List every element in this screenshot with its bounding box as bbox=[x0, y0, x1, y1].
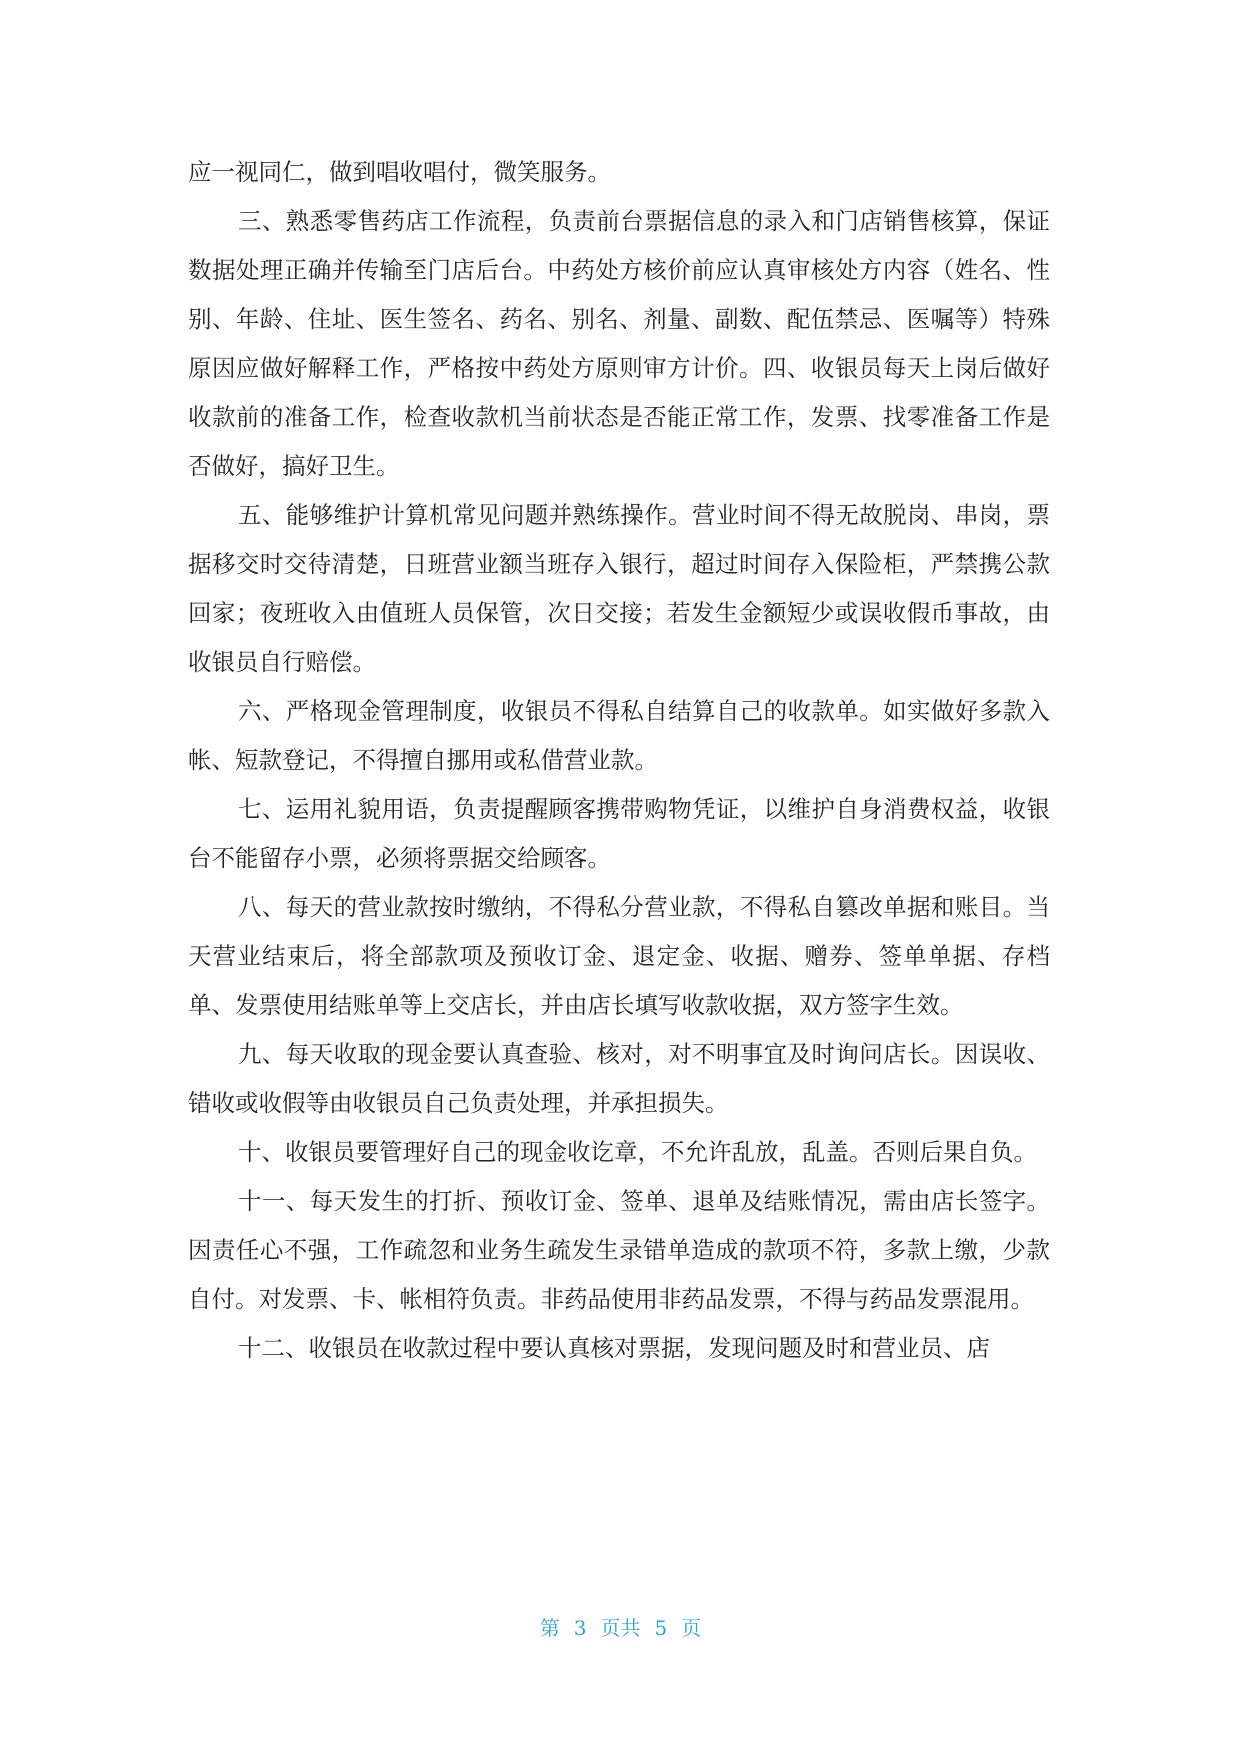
document-body bbox=[188, 148, 1050, 1373]
paragraph-item-6: 六、严格现金管理制度，收银员不得私自结算自己的收款单。如实做好多款入帐、短款登记，不得擅自挪用或私借营业款。 bbox=[188, 697, 1050, 774]
paragraph-item-5: 五、能够维护计算机常见问题并熟练操作。营业时间不得无故脱岗、串岗，票据移交时交待清楚，日班营业额当班存入银行，超过时间存入保险柜，严禁携公款回家；夜班收入由值班人员保管，次日交接；若发生金额短少或误收假币事故，由收银员自行赔偿。 bbox=[188, 501, 1050, 676]
page-footer bbox=[0, 1612, 1241, 1641]
footer-label-of: 页共 bbox=[600, 1616, 641, 1640]
paragraph-item-9: 九、每天收取的现金要认真查验、核对，对不明事宜及时询问店长。因误收、错收或收假等由收银员自己负责处理，并承担损失。 bbox=[188, 1040, 1050, 1117]
footer-label-end: 页 bbox=[681, 1616, 702, 1640]
footer-total-pages: 5 bbox=[654, 1616, 668, 1640]
paragraph-item-12: 十二、收银员在收款过程中要认真核对票据，发现问题及时和营业员、店 bbox=[238, 1334, 990, 1362]
paragraph-item-8: 八、每天的营业款按时缴纳，不得私分营业款，不得私自篡改单据和账目。当天营业结束后，将全部款项及预收订金、退定金、收据、赠券、签单单据、存档单、发票使用结账单等上交店长，并由店长填写收款收据，双方签字生效。 bbox=[188, 893, 1050, 1019]
footer-label-page: 第 bbox=[539, 1616, 560, 1640]
paragraph-continuation: 应一视同仁，做到唱收唱付，微笑服务。 bbox=[188, 158, 611, 186]
footer-current-page: 3 bbox=[573, 1616, 587, 1640]
paragraph-item-10: 十、收银员要管理好自己的现金收讫章，不允许乱放，乱盖。否则后果自负。 bbox=[238, 1138, 1037, 1166]
paragraph-item-7: 七、运用礼貌用语，负责提醒顾客携带购物凭证，以维护自身消费权益，收银台不能留存小票，必须将票据交给顾客。 bbox=[188, 795, 1050, 872]
paragraph-item-11: 十一、每天发生的打折、预收订金、签单、退单及结账情况，需由店长签字。因责任心不强，工作疏忽和业务生疏发生录错单造成的款项不符，多款上缴，少款自付。对发票、卡、帐相符负责。非药品使用非药品发票，不得与药品发票混用。 bbox=[188, 1187, 1050, 1313]
paragraph-item-3-4: 三、熟悉零售药店工作流程，负责前台票据信息的录入和门店销售核算，保证数据处理正确并传输至门店后台。中药处方核价前应认真审核处方内容（姓名、性别、年龄、住址、医生签名、药名、别名、剂量、副数、配伍禁忌、医嘱等）特殊原因应做好解释工作，严格按中药处方原则审方计价。四、收银员每天上岗后做好收款前的准备工作，检查收款机当前状态是否能正常工作，发票、找零准备工作是否做好，搞好卫生。 bbox=[188, 207, 1050, 480]
